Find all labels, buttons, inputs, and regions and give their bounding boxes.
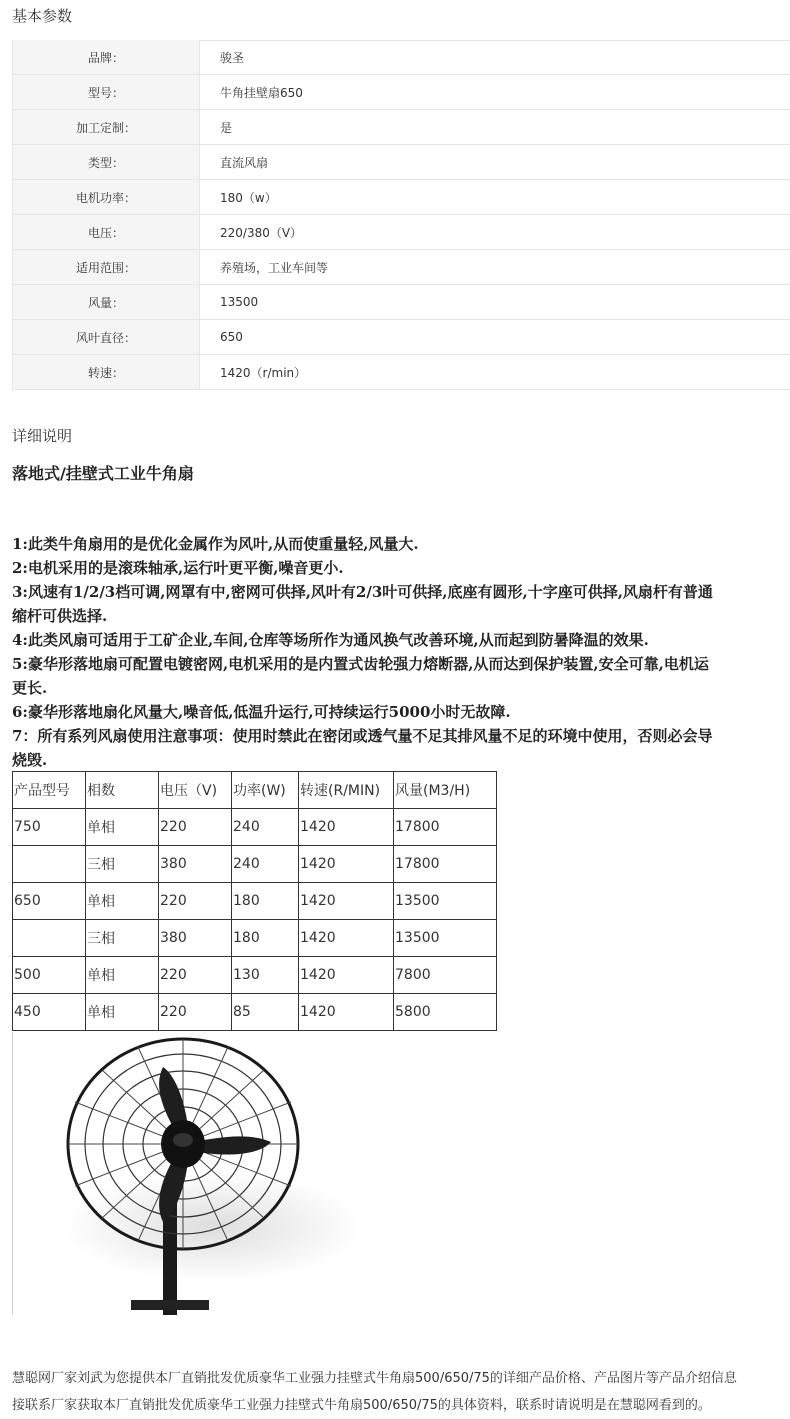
spec-cell — [13, 846, 86, 883]
spec-cell: 单相 — [86, 809, 159, 846]
spec-cell: 1420 — [299, 883, 394, 920]
spec-row — [13, 957, 497, 994]
feature-line: 3:风速有1/2/3档可调,网罩有中,密网可供择,风叶有2/3叶可供择,底座有圆形,十字座可供择,风扇杆有普通 — [12, 580, 790, 604]
spec-cell: 220 — [159, 994, 232, 1031]
spec-cell: 380 — [159, 920, 232, 957]
feature-line: 烧毁. — [12, 748, 790, 772]
footer-text — [12, 1365, 790, 1419]
param-key: 加工定制： — [13, 110, 200, 145]
fan-photo — [12, 1032, 383, 1315]
feature-line: 2:电机采用的是滚珠轴承,运行叶更平衡,噪音更小. — [12, 556, 790, 580]
spec-cell: 1420 — [299, 920, 394, 957]
param-value: 牛角挂壁扇650 — [200, 75, 790, 110]
param-row — [13, 145, 790, 180]
spec-cell: 180 — [232, 920, 299, 957]
param-row — [13, 40, 790, 75]
param-key: 风叶直径： — [13, 320, 200, 355]
param-row — [13, 355, 790, 390]
spec-cell: 450 — [13, 994, 86, 1031]
spec-cell: 7800 — [394, 957, 497, 994]
feature-list — [12, 532, 790, 772]
feature-line: 1:此类牛角扇用的是优化金属作为风叶,从而使重量轻,风量大. — [12, 532, 790, 556]
spec-cell: 750 — [13, 809, 86, 846]
spec-cell: 三相 — [86, 846, 159, 883]
param-value: 骏圣 — [200, 40, 790, 75]
spec-header-cell: 相数 — [86, 772, 159, 809]
spec-header-cell: 风量(M3/H) — [394, 772, 497, 809]
spec-row — [13, 994, 497, 1031]
spec-cell: 500 — [13, 957, 86, 994]
spec-cell: 三相 — [86, 920, 159, 957]
spec-cell: 240 — [232, 809, 299, 846]
spec-header-cell: 功率(W) — [232, 772, 299, 809]
spec-cell: 17800 — [394, 809, 497, 846]
spec-header-row — [13, 772, 497, 809]
spec-header-cell: 产品型号 — [13, 772, 86, 809]
spec-cell — [13, 920, 86, 957]
spec-cell: 单相 — [86, 883, 159, 920]
feature-line: 4:此类风扇可适用于工矿企业,车间,仓库等场所作为通风换气改善环境,从而起到防暑降温的效果. — [12, 628, 790, 652]
spec-cell: 180 — [232, 883, 299, 920]
param-value: 13500 — [200, 285, 790, 320]
spec-row — [13, 920, 497, 957]
feature-line: 更长. — [12, 676, 790, 700]
spec-cell: 13500 — [394, 920, 497, 957]
spec-cell: 1420 — [299, 994, 394, 1031]
spec-cell: 380 — [159, 846, 232, 883]
feature-line: 6:豪华形落地扇化风量大,噪音低,低温升运行,可持续运行5000小时无故障. — [12, 700, 790, 724]
param-key: 类型： — [13, 145, 200, 180]
param-key: 型号： — [13, 75, 200, 110]
spec-cell: 单相 — [86, 994, 159, 1031]
param-row — [13, 320, 790, 355]
param-value: 650 — [200, 320, 790, 355]
param-value: 180（w） — [200, 180, 790, 215]
detail-title: 详细说明 — [12, 425, 72, 446]
spec-header-cell: 电压（V) — [159, 772, 232, 809]
param-row — [13, 180, 790, 215]
footer-line-2: 接联系厂家获取本厂直销批发优质豪华工业强力挂壁式牛角扇500/650/75的具体资料，联系时请说明是在慧聪网看到的。 — [12, 1392, 790, 1419]
feature-line: 7：所有系列风扇使用注意事项：使用时禁此在密闭或透气量不足其排风量不足的环境中使用，否则必会导 — [12, 724, 790, 748]
spec-cell: 单相 — [86, 957, 159, 994]
footer-line-1: 慧聪网厂家刘武为您提供本厂直销批发优质豪华工业强力挂壁式牛角扇500/650/75的详细产品价格、产品图片等产品介绍信息 — [12, 1365, 790, 1392]
param-key: 电压： — [13, 215, 200, 250]
spec-header-cell: 转速(R/MIN) — [299, 772, 394, 809]
feature-line: 5:豪华形落地扇可配置电镀密网,电机采用的是内置式齿轮强力熔断器,从而达到保护装置,安全可靠,电机运 — [12, 652, 790, 676]
param-value: 220/380（V） — [200, 215, 790, 250]
fan-illustration — [13, 1032, 383, 1315]
spec-table — [12, 771, 497, 1031]
spec-row — [13, 846, 497, 883]
spec-row — [13, 883, 497, 920]
param-key: 电机功率： — [13, 180, 200, 215]
spec-row — [13, 809, 497, 846]
param-key: 转速： — [13, 355, 200, 390]
param-key: 风量： — [13, 285, 200, 320]
basic-params-title: 基本参数 — [12, 5, 72, 26]
param-value: 养殖场，工业车间等 — [200, 250, 790, 285]
spec-cell: 85 — [232, 994, 299, 1031]
spec-cell: 5800 — [394, 994, 497, 1031]
spec-cell: 130 — [232, 957, 299, 994]
param-value: 直流风扇 — [200, 145, 790, 180]
param-row — [13, 250, 790, 285]
spec-cell: 220 — [159, 809, 232, 846]
basic-params-table — [12, 40, 790, 390]
spec-cell: 220 — [159, 957, 232, 994]
spec-cell: 650 — [13, 883, 86, 920]
param-row — [13, 285, 790, 320]
spec-cell: 220 — [159, 883, 232, 920]
product-headline: 落地式/挂壁式工业牛角扇 — [12, 461, 194, 484]
spec-cell: 1420 — [299, 957, 394, 994]
param-key: 品牌： — [13, 40, 200, 75]
spec-cell: 1420 — [299, 846, 394, 883]
spec-cell: 240 — [232, 846, 299, 883]
param-key: 适用范围： — [13, 250, 200, 285]
param-row — [13, 215, 790, 250]
param-value: 是 — [200, 110, 790, 145]
param-value: 1420（r/min） — [200, 355, 790, 390]
param-row — [13, 110, 790, 145]
feature-line: 缩杆可供选择. — [12, 604, 790, 628]
param-row — [13, 75, 790, 110]
spec-cell: 1420 — [299, 809, 394, 846]
spec-cell: 17800 — [394, 846, 497, 883]
spec-cell: 13500 — [394, 883, 497, 920]
